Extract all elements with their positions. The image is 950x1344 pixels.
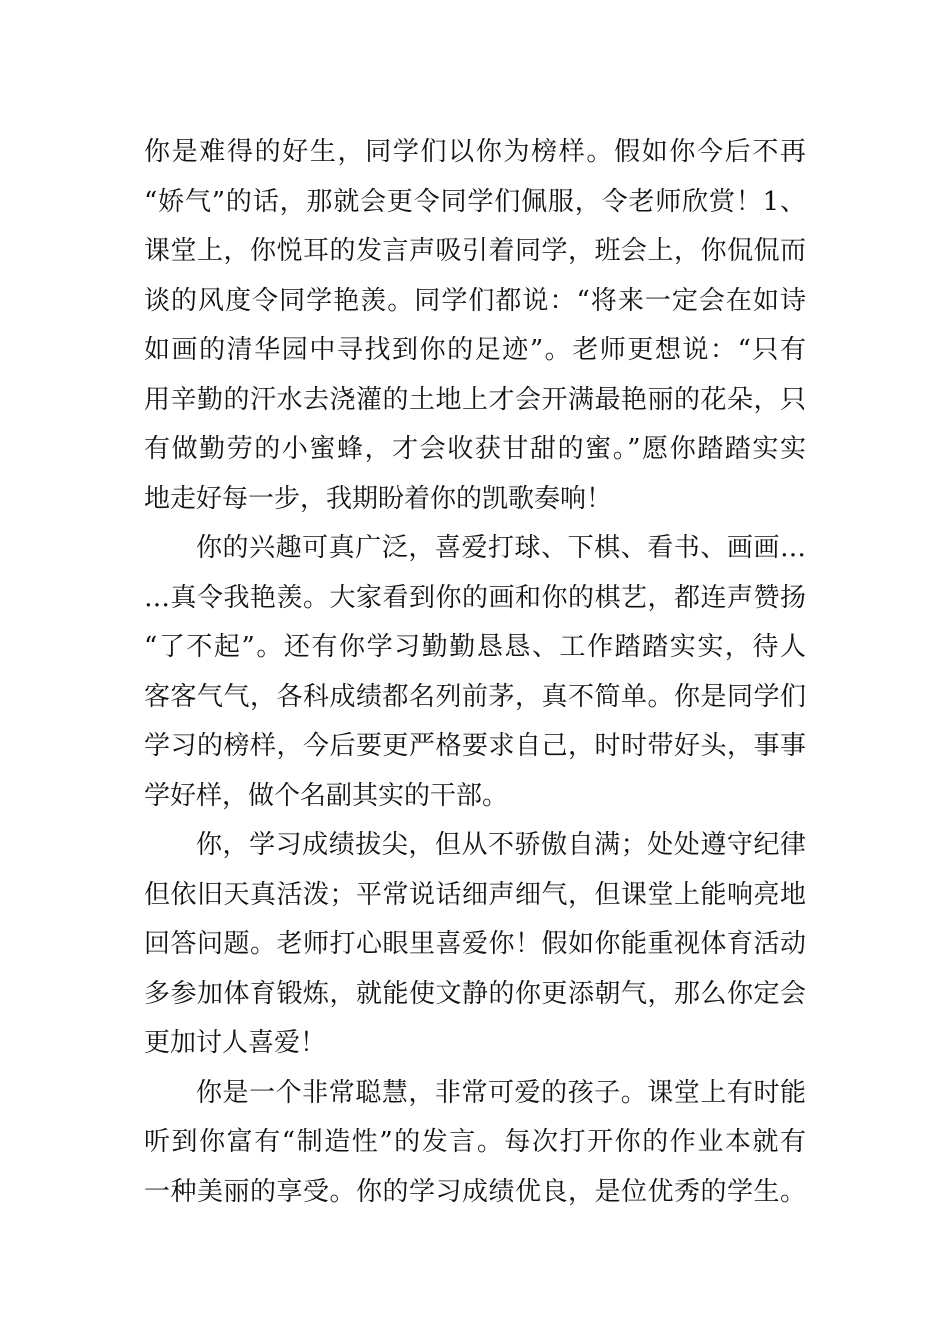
text-line: 课堂上，你悦耳的发言声吸引着同学，班会上，你侃侃而 (144, 236, 806, 266)
text-line: 你，学习成绩拔尖，但从不骄傲自满；处处遵守纪律 (196, 830, 806, 860)
text-line: 用辛勤的汗水去浇灌的土地上才会开满最艳丽的花朵，只 (144, 384, 806, 415)
text-line: …真令我艳羡。大家看到你的画和你的棋艺，都连声赞扬 (144, 582, 806, 613)
text-line: 更加讨人喜爱！ (144, 1028, 327, 1058)
document-body (144, 128, 806, 1217)
text-line: “娇气”的话，那就会更令同学们佩服，令老师欣赏！1、 (144, 186, 806, 217)
paragraph-2 (144, 524, 806, 821)
text-line: 一种美丽的享受。你的学习成绩优良，是位优秀的学生。 (144, 1176, 806, 1207)
text-line: 有做勤劳的小蜜蜂，才会收获甘甜的蜜。”愿你踏踏实实 (144, 434, 806, 464)
text-line: 如画的清华园中寻找到你的足迹”。老师更想说：“只有 (144, 335, 806, 365)
paragraph-4 (144, 1069, 806, 1218)
text-line: 你是难得的好生，同学们以你为榜样。假如你今后不再 (144, 137, 806, 167)
text-line: 但依旧天真活泼；平常说话细声细气，但课堂上能响亮地 (144, 879, 806, 910)
text-line: 学好样，做个名副其实的干部。 (144, 780, 509, 811)
paragraph-1 (144, 128, 806, 524)
text-line: 你是一个非常聪慧，非常可爱的孩子。课堂上有时能 (196, 1077, 806, 1108)
text-line: 听到你富有“制造性”的发言。每次打开你的作业本就有 (144, 1127, 806, 1157)
text-line: 客客气气，各科成绩都名列前茅，真不简单。你是同学们 (144, 681, 806, 712)
paragraph-3 (144, 821, 806, 1069)
text-line: 多参加体育锻炼，就能使文静的你更添朝气，那么你定会 (144, 978, 806, 1009)
text-line: 地走好每一步，我期盼着你的凯歌奏响！ (144, 483, 613, 514)
text-line: 谈的风度令同学艳羡。同学们都说：“将来一定会在如诗 (144, 285, 806, 316)
text-line: 学习的榜样，今后要更严格要求自己，时时带好头，事事 (144, 731, 806, 761)
text-line: 回答问题。老师打心眼里喜爱你！假如你能重视体育活动 (144, 929, 806, 959)
text-line: “了不起”。还有你学习勤勤恳恳、工作踏踏实实，待人 (144, 632, 806, 662)
text-line: 你的兴趣可真广泛，喜爱打球、下棋、看书、画画… (196, 533, 806, 563)
